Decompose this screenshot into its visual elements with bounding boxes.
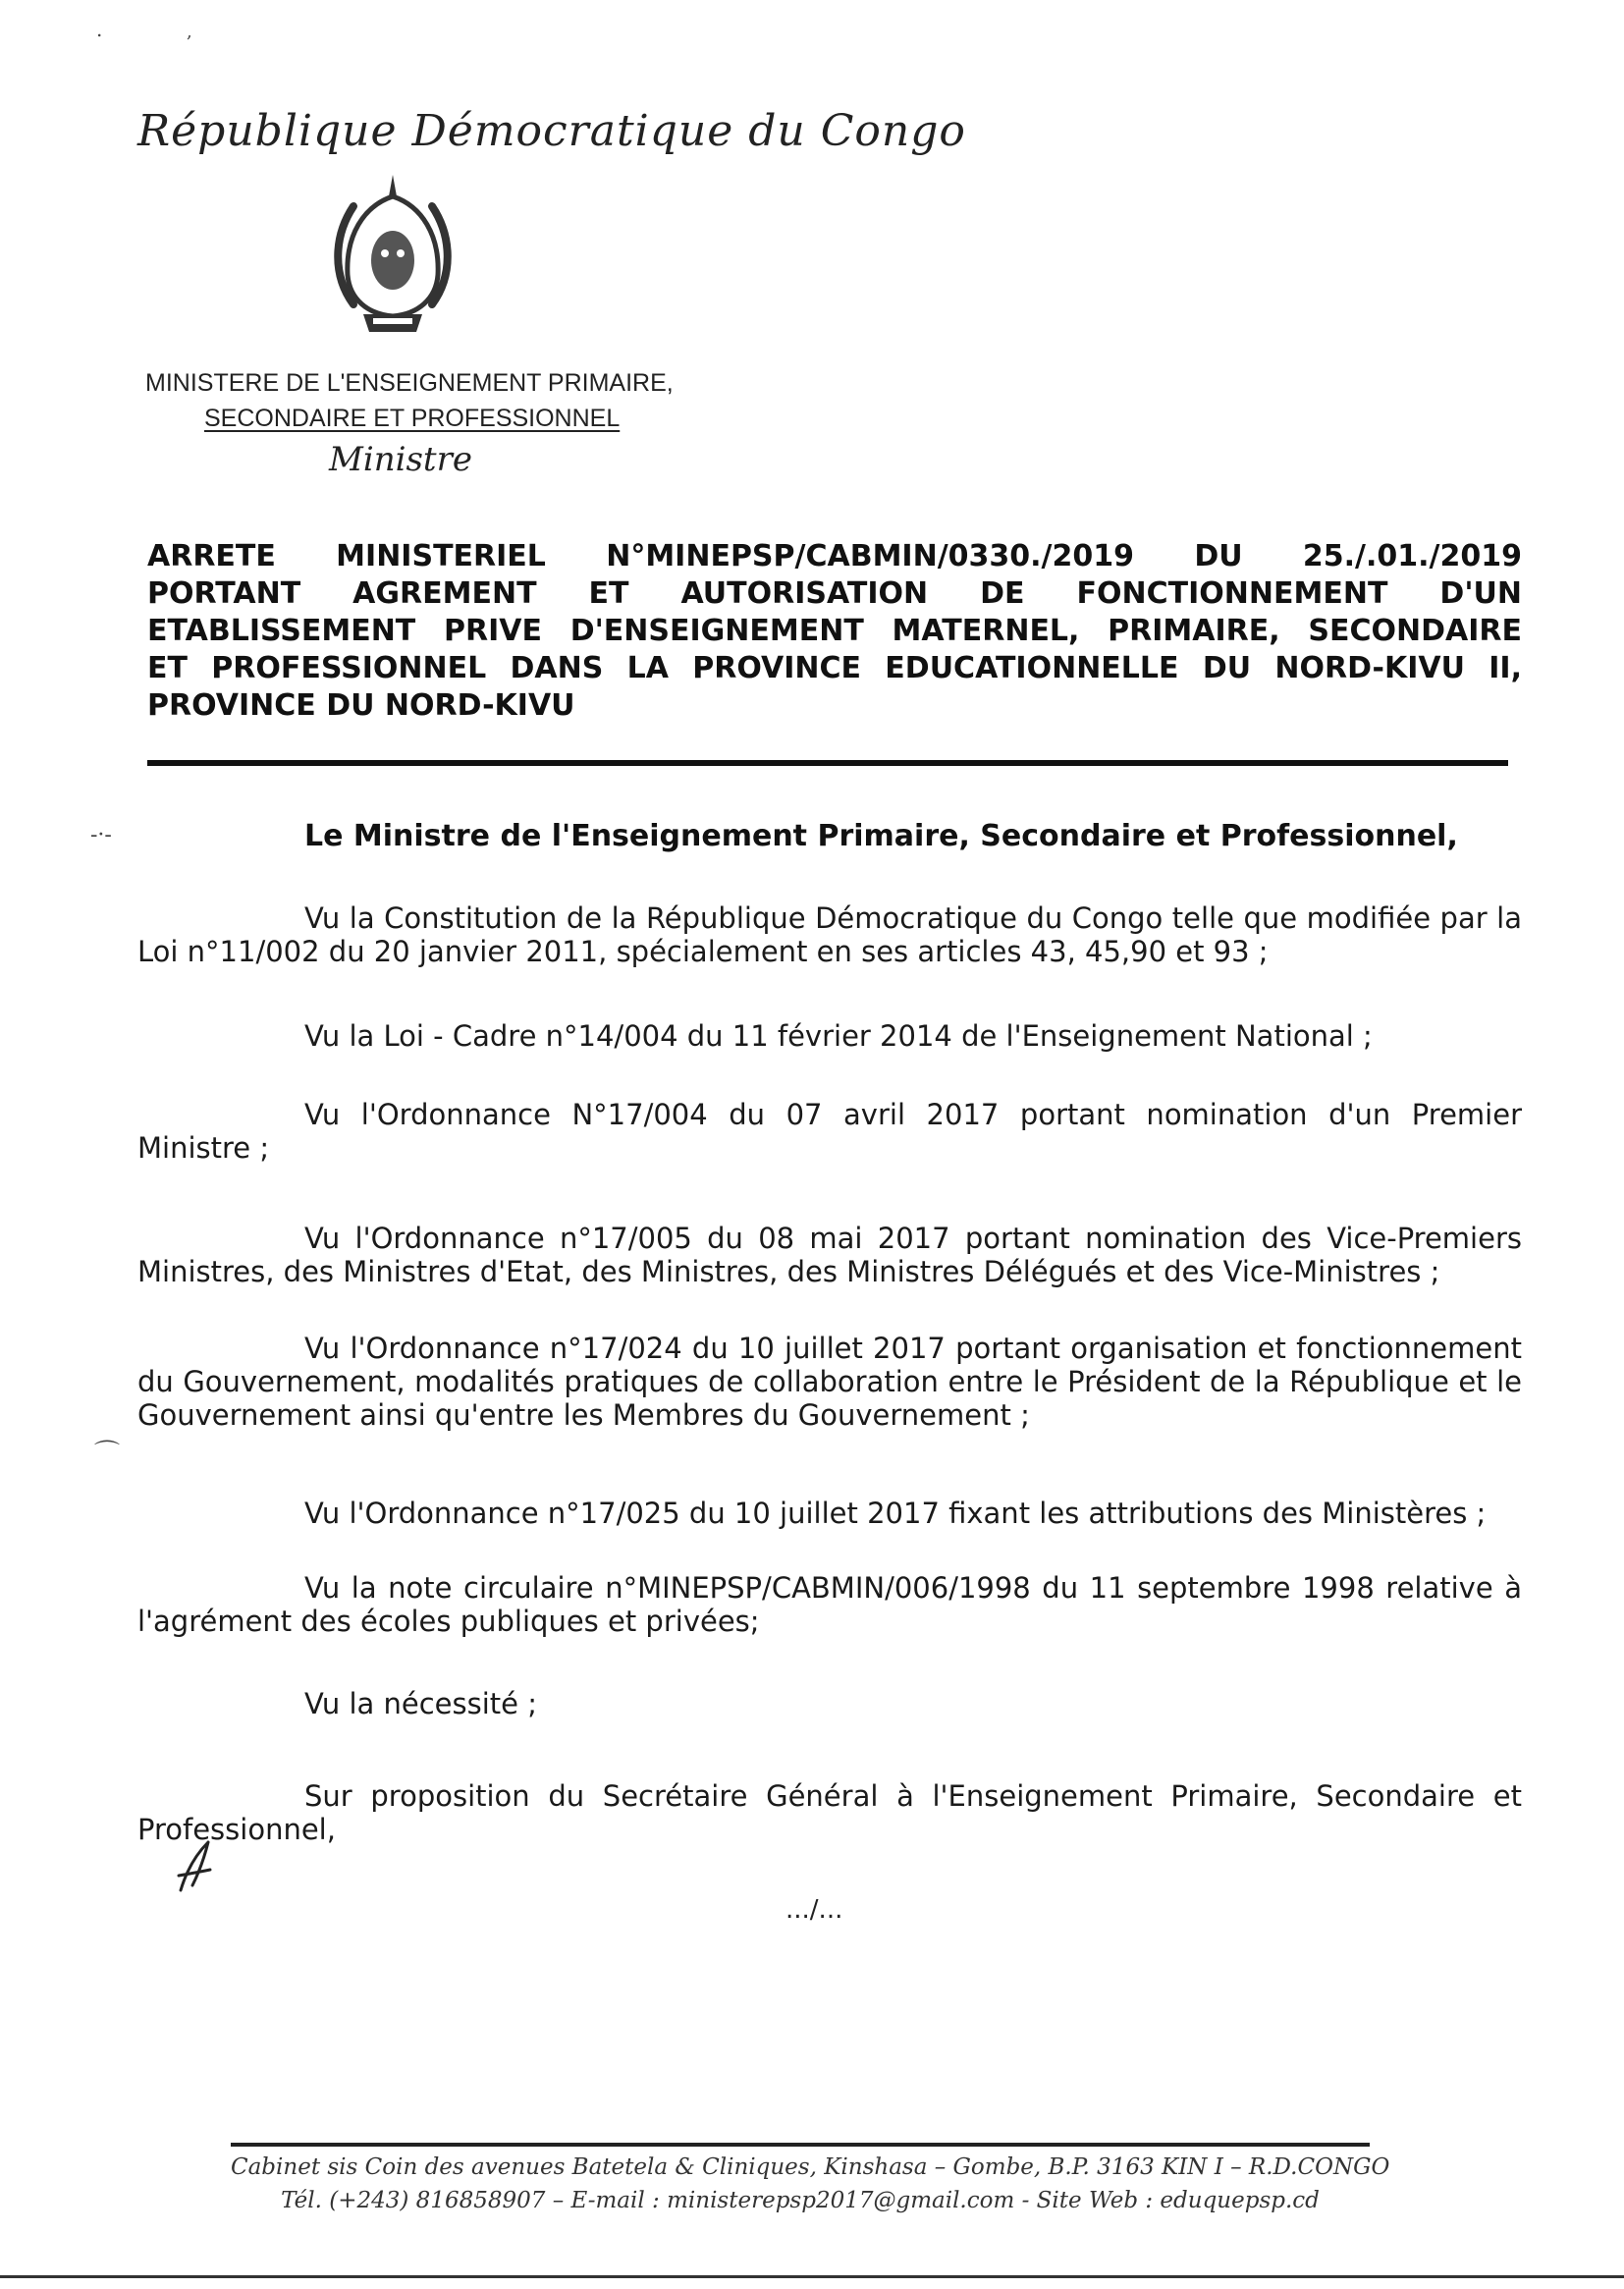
title-line-2: PORTANT AGREMENT ET AUTORISATION DE FONCTIONNEMENT D'UN [147,576,1522,611]
paragraph-ordonnance-024 [137,1332,1522,1432]
paragraph-ordonnance-004 [137,1098,1522,1165]
coat-of-arms-emblem [324,167,461,339]
ministry-line-1: MINISTERE DE L'ENSEIGNEMENT PRIMAIRE, [145,369,674,397]
continuation-mark: .../... [785,1895,843,1925]
title-line-4: ET PROFESSIONNEL DANS LA PROVINCE EDUCATIONNELLE DU NORD-KIVU II, [147,651,1522,685]
paragraph-text: Vu la Constitution de la République Démocratique du Congo telle que modifiée par la Loi n°11/002 du 20 janvier 2011, spécialement en ses articles 43, 45,90 et 93 ; [137,901,1522,968]
paragraph-ordonnance-025: Vu l'Ordonnance n°17/025 du 10 juillet 2017 fixant les attributions des Ministères ; [304,1497,1487,1530]
ministry-line-2: SECONDAIRE ET PROFESSIONNEL [204,405,621,432]
paragraph-text: Vu la note circulaire n°MINEPSP/CABMIN/006/1998 du 11 septembre 1998 relative à l'agrément des écoles publiques et privées; [137,1571,1522,1638]
minister-heading: Le Ministre de l'Enseignement Primaire, Secondaire et Professionnel, [304,819,1458,853]
paragraph-text: Vu l'Ordonnance N°17/004 du 07 avril 2017 portant nomination d'un Premier Ministre ; [137,1098,1522,1165]
paragraph-text: Vu l'Ordonnance n°17/005 du 08 mai 2017 portant nomination des Vice-Premiers Ministres, des Ministres d'Etat, des Ministres, des Ministres Délégués et des Vice-Ministres ; [137,1222,1522,1288]
footer-contact: Tél. (+243) 816858907 – E-mail : ministerepsp2017@gmail.com - Site Web : eduquepsp.cd [281,2188,1320,2213]
state-name: République Démocratique du Congo [137,106,966,156]
paragraph-text: Vu l'Ordonnance n°17/024 du 10 juillet 2017 portant organisation et fonctionnement du Gouvernement, modalités pratiques de collaboration entre le Président de la République et le Gouvernement ainsi qu'entre les Membres du Gouvernement ; [137,1332,1522,1432]
paragraph-proposition [137,1779,1522,1846]
title-divider [147,760,1508,766]
margin-mark: -·- [90,823,112,847]
title-line-1: ARRETE MINISTERIEL N°MINEPSP/CABMIN/0330./2019 DU 25./.01./2019 [147,539,1522,573]
page-bottom-line [0,2275,1624,2278]
handwritten-initial [169,1836,218,1895]
title-line-3: ETABLISSEMENT PRIVE D'ENSEIGNEMENT MATERNEL, PRIMAIRE, SECONDAIRE [147,614,1522,648]
paragraph-text: Sur proposition du Secrétaire Général à l'Enseignement Primaire, Secondaire et Professionnel, [137,1779,1522,1846]
scan-mark: , [187,22,192,42]
title-line-5: PROVINCE DU NORD-KIVU [147,688,575,723]
footer-address: Cabinet sis Coin des avenues Batetela & Cliniques, Kinshasa – Gombe, B.P. 3163 KIN I – R.D.CONGO [231,2154,1390,2180]
footer-divider [231,2143,1370,2147]
ministry-name [145,365,674,436]
margin-mark: ⌒ [94,1440,121,1469]
paragraph-necessite: Vu la nécessité ; [304,1687,537,1720]
paragraph-note-circulaire [137,1571,1522,1638]
decree-title [147,538,1522,725]
paragraph-constitution [137,901,1522,968]
paragraph-ordonnance-005 [137,1222,1522,1288]
ministre-label: Ministre [329,440,472,479]
scan-mark: . [96,18,103,41]
paragraph-loi-cadre: Vu la Loi - Cadre n°14/004 du 11 février 2014 de l'Enseignement National ; [304,1019,1373,1053]
